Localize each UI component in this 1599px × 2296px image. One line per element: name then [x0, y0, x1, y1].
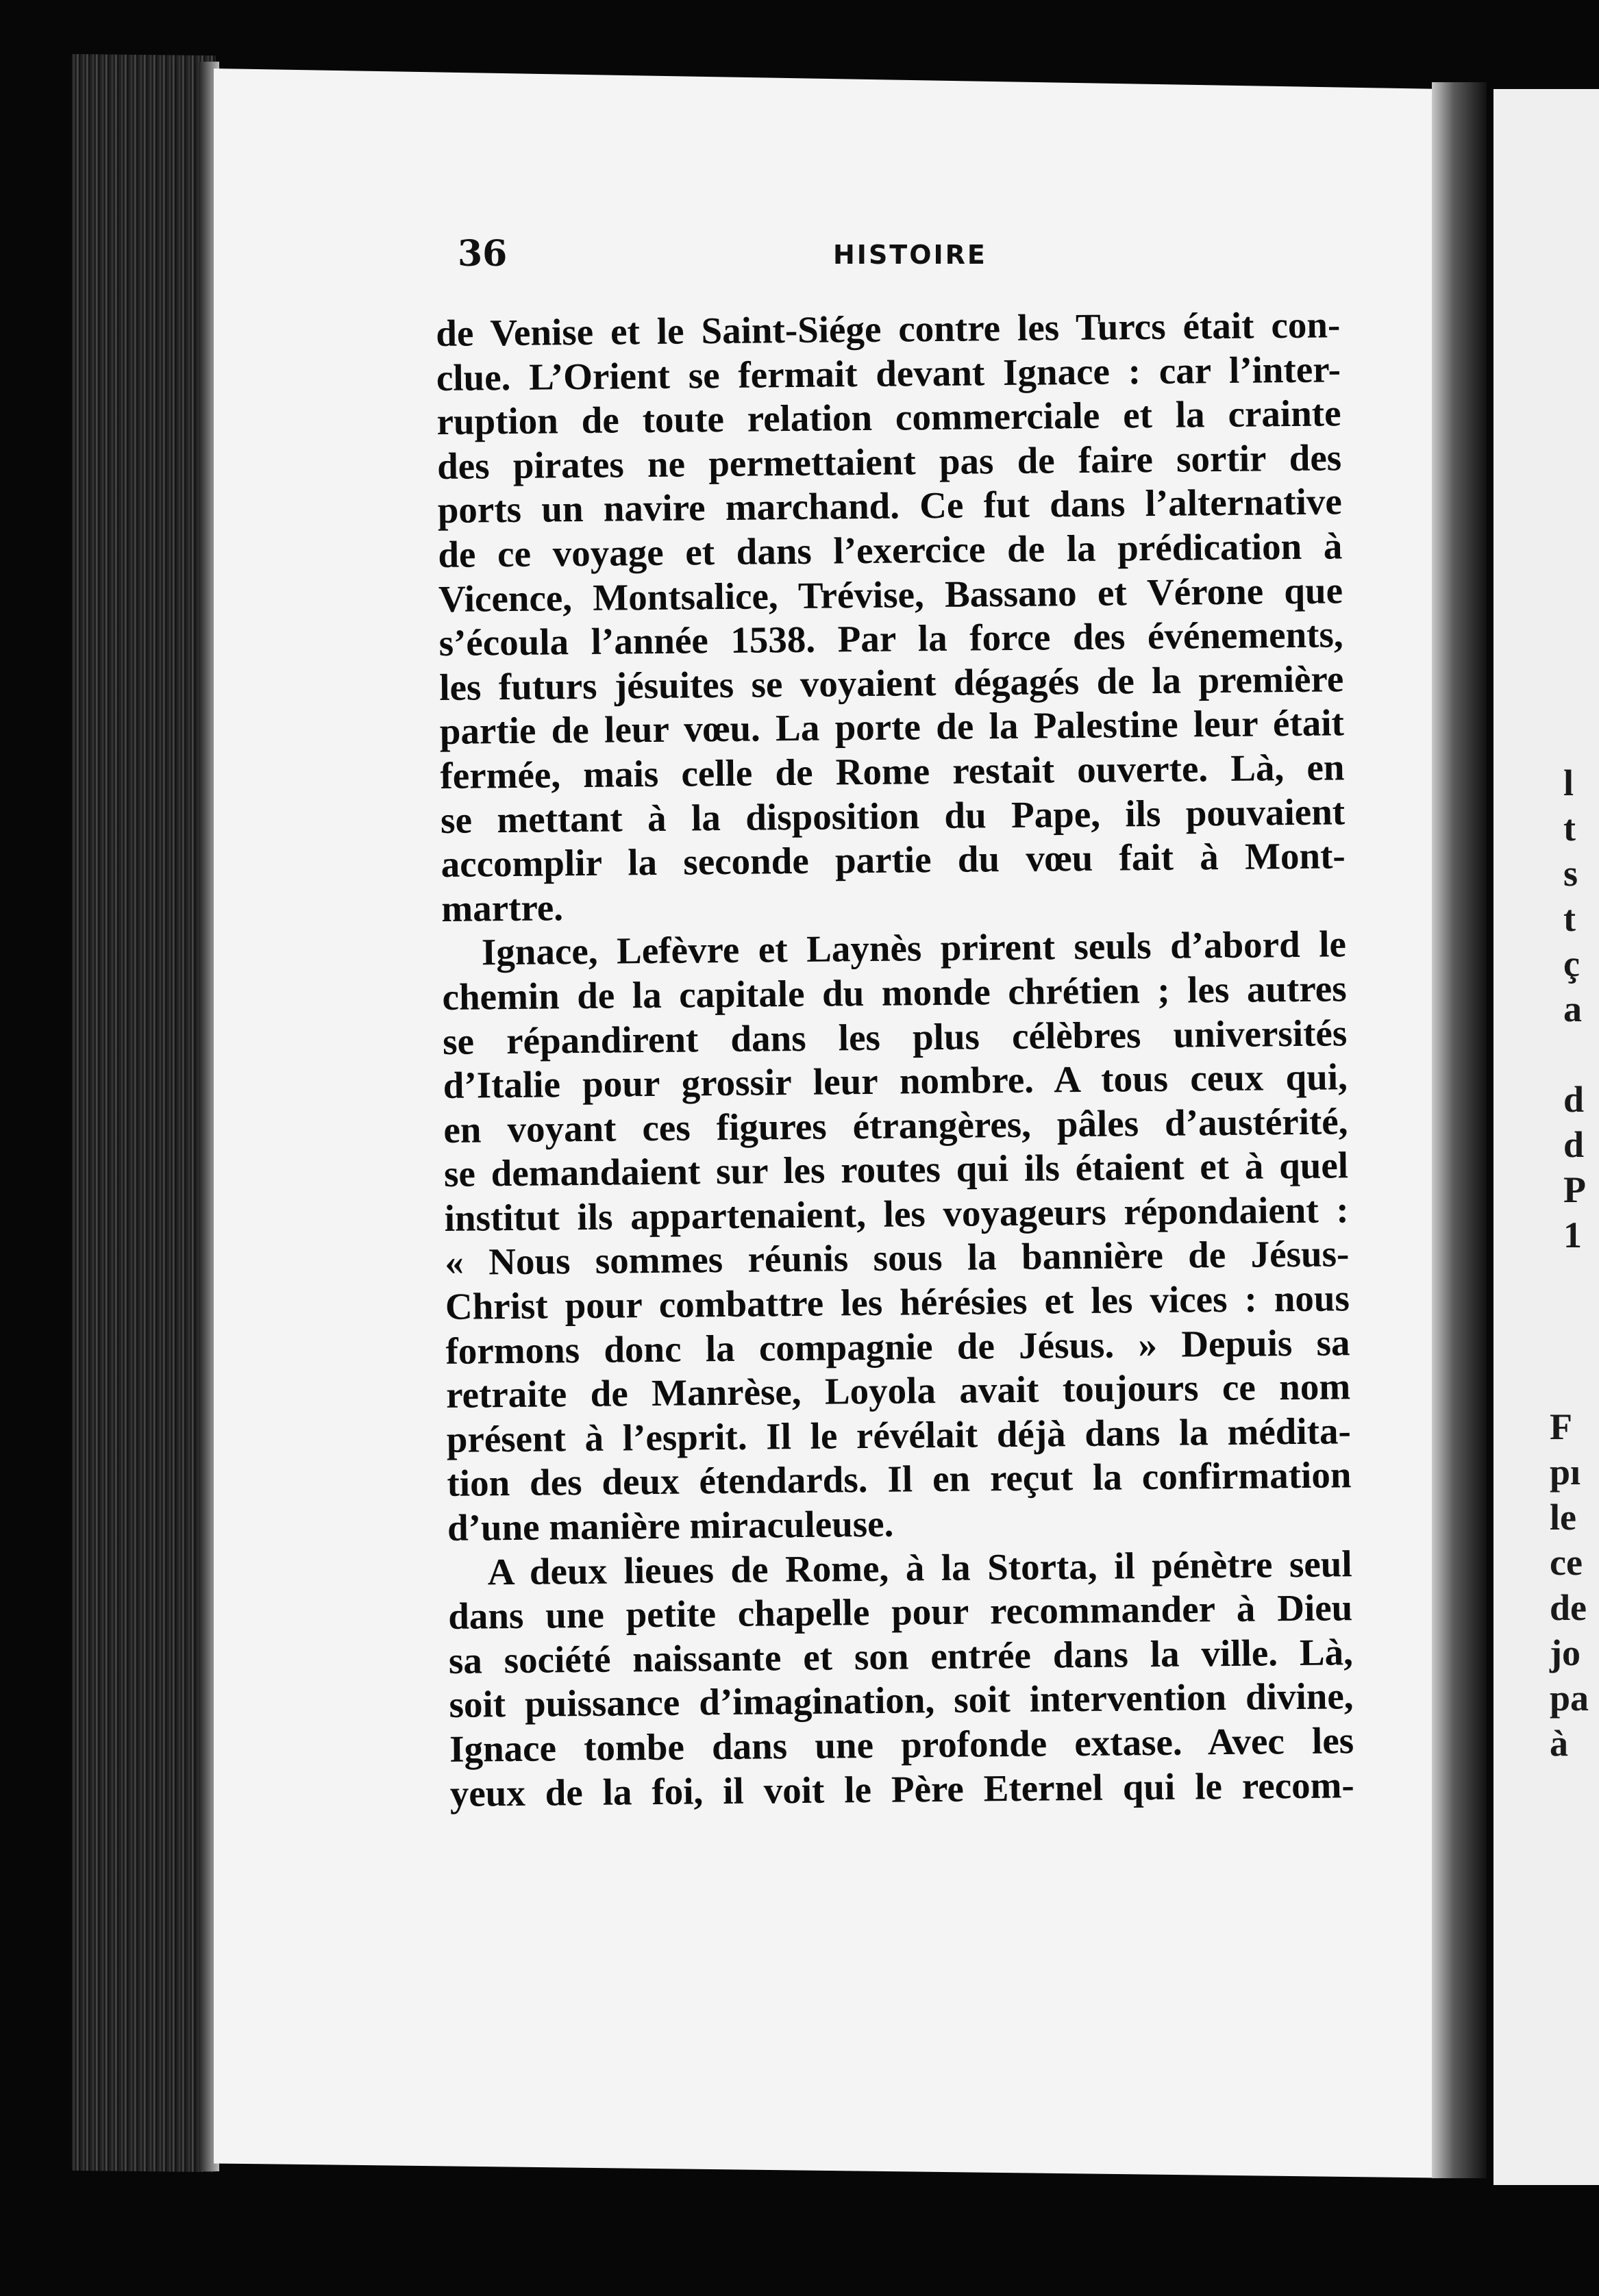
text-line: Christ pour combattre les hérésies et les vices : nous [445, 1277, 1350, 1327]
fragment: d [1563, 1079, 1585, 1120]
text-line: accomplir la seconde partie du vœu fait à Mont- [441, 834, 1346, 886]
fragment: pa [1550, 1677, 1589, 1719]
text-line: ruption de toute relation commerciale et la crainte [436, 392, 1341, 443]
fragment: ce [1550, 1542, 1583, 1583]
text-line: soit puissance d’imagination, soit intervention divine, [449, 1675, 1354, 1726]
fragment: t [1563, 898, 1576, 939]
book-spine-edge [72, 54, 216, 2172]
text-line: martre. [441, 886, 564, 929]
text-line: « Nous sommes réunis sous la bannière de Jésus- [445, 1232, 1350, 1284]
fragment: le [1550, 1497, 1576, 1538]
text-line: se demandaient sur les routes qui ils étaient et à quel [443, 1144, 1349, 1195]
fragment: P [1563, 1169, 1586, 1210]
text-line: en voyant ces figures étrangères, pâles d’austérité, [443, 1099, 1348, 1151]
text-line: dans une petite chapelle pour recommander à Dieu [447, 1586, 1353, 1638]
text-line: d’une manière miraculeuse. [447, 1502, 894, 1549]
text-line: tion des deux étendards. Il en reçut la confirmation [447, 1453, 1352, 1505]
fragment: l [1563, 762, 1574, 803]
text-line: yeux de la foi, il voit le Père Eternel qui le recom- [449, 1763, 1354, 1814]
fragment: s [1563, 853, 1578, 894]
text-line: de ce voyage et dans l’exercice de la prédication à [438, 525, 1343, 575]
running-head-title: HISTOIRE [833, 240, 987, 270]
text-line: d’Italie pour grossir leur nombre. A tous ceux qui, [443, 1056, 1348, 1107]
text-line: retraite de Manrèse, Loyola avait toujours ce nom [445, 1365, 1351, 1417]
text-line: partie de leur vœu. La porte de la Palestine leur était [439, 701, 1345, 753]
fragment: a [1563, 988, 1582, 1030]
fragment: 1 [1563, 1214, 1582, 1256]
text-line: des pirates ne permettaient pas de faire sortir des [436, 436, 1342, 487]
text-line: Vicence, Montsalice, Trévise, Bassano et Vérone que [438, 569, 1343, 620]
fragment [1563, 1032, 1586, 1077]
text-line: clue. L’Orient se fermait devant Ignace : car l’inter- [436, 347, 1341, 399]
body-text [436, 303, 1354, 1816]
text-line: fermée, mais celle de Rome restait ouverte. Là, en [440, 746, 1345, 797]
text-line: s’écoula l’année 1538. Par la force des événements, [438, 613, 1343, 664]
fragment: pı [1550, 1451, 1581, 1493]
text-line: se répandirent dans les plus célèbres universités [442, 1011, 1348, 1062]
fragment: d [1563, 1124, 1585, 1165]
fragment: jo [1550, 1632, 1581, 1673]
text-line: se mettant à la disposition du Pape, ils pouvaient [440, 790, 1346, 841]
fragment: t [1563, 808, 1576, 849]
text-line: Ignace tombe dans une profonde extase. Avec les [449, 1719, 1354, 1770]
gutter-shadow [1432, 82, 1487, 2178]
text-line: Ignace, Lefèvre et Laynès prirent seuls d’abord le [481, 923, 1347, 973]
fragment: F [1550, 1406, 1572, 1447]
text-line: sa société naissante et son entrée dans la ville. Là, [448, 1631, 1354, 1682]
page-number: 36 [458, 233, 508, 275]
running-head [458, 233, 1348, 274]
text-line: ports un navire marchand. Ce fut dans l’alternative [437, 480, 1343, 532]
fragment: à [1550, 1723, 1568, 1764]
text-line: formons donc la compagnie de Jésus. » Depuis sa [445, 1321, 1350, 1372]
text-line: les futurs jésuites se voyaient dégagés de la première [438, 658, 1344, 708]
fragment: ç [1563, 943, 1580, 984]
text-line: institut ils appartenaient, les voyageurs répondaient : [444, 1188, 1349, 1239]
fragment: de [1550, 1587, 1587, 1628]
adjacent-page-fragments-lower [1550, 1404, 1589, 1766]
adjacent-page-fragments [1563, 760, 1586, 1258]
text-line: A deux lieues de Rome, à la Storta, il pénètre seul [487, 1542, 1352, 1593]
text-line: de Venise et le Saint-Siége contre les Turcs était con- [436, 303, 1341, 354]
text-line: présent à l’esprit. Il le révélait déjà dans la médita- [446, 1410, 1352, 1460]
text-line: chemin de la capitale du monde chrétien ; les autres [442, 967, 1347, 1018]
